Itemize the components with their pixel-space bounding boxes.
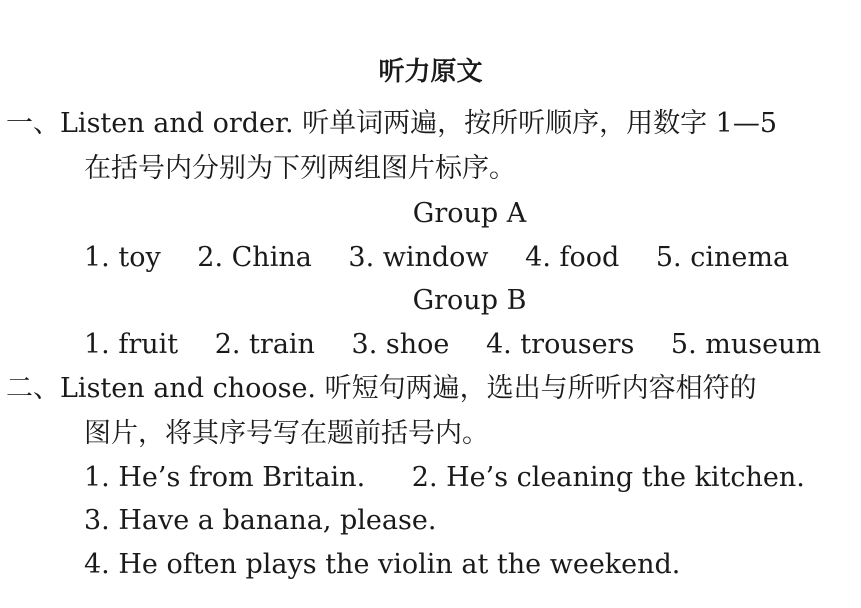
group-b-word: 3. shoe	[351, 329, 450, 360]
section-2-instruction-continued: 图片，将其序号写在题前括号内。	[84, 418, 489, 449]
sentence: 2. He’s cleaning the kitchen.	[411, 462, 805, 493]
group-a-word: 4. food	[525, 242, 620, 273]
group-b-word: 5. museum	[670, 329, 822, 360]
group-b-word: 2. train	[214, 329, 315, 360]
group-a-word: 1. toy	[84, 242, 161, 273]
group-b-label: Group B	[412, 285, 527, 316]
group-a-label: Group A	[412, 198, 527, 229]
section-1-instruction-continued: 在括号内分别为下列两组图片标序。	[84, 153, 516, 184]
section-2-heading: 二、Listen and choose. 听短句两遍，选出与所听内容相符的	[6, 373, 757, 404]
group-b-word: 1. fruit	[84, 329, 179, 360]
group-b-word: 4. trousers	[485, 329, 635, 360]
section-1-heading: 一、Listen and order. 听单词两遍，按所听顺序，用数字 1—5	[6, 108, 778, 139]
sentence: 4. He often plays the violin at the weekend.	[84, 549, 681, 580]
group-a-word-list	[84, 242, 789, 274]
sentence: 3. Have a banana, please.	[84, 505, 437, 536]
page-title: 听力原文	[378, 57, 483, 87]
sentence: 1. He’s from Britain.	[84, 462, 366, 493]
group-a-word: 3. window	[348, 242, 489, 273]
group-a-word: 5. cinema	[655, 242, 790, 273]
group-a-word: 2. China	[197, 242, 312, 273]
group-b-word-list	[84, 329, 821, 361]
section-2-sentence-row	[84, 462, 805, 494]
